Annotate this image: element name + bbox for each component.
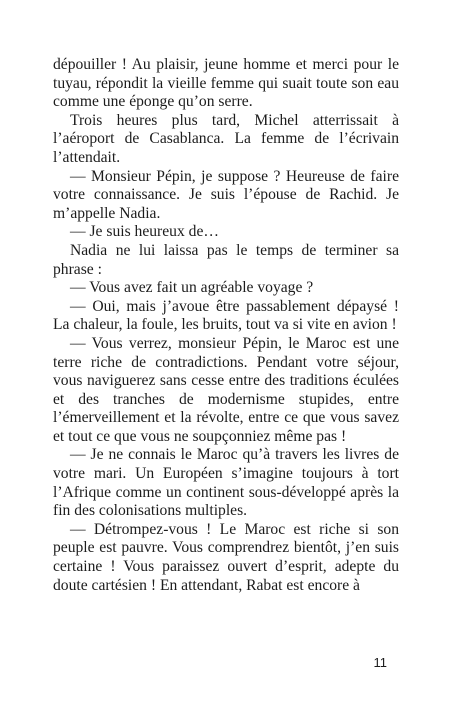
body-text bbox=[53, 56, 399, 595]
paragraph: — Détrompez-vous ! Le Maroc est riche si son peuple est pauvre. Vous comprendrez bientôt, j’en suis certaine ! Vous paraissez ouvert d’esprit, adepte du doute cartésien ! En attendant, Rabat est encore à bbox=[53, 520, 399, 594]
paragraph: — Monsieur Pépin, je suppose ? Heureuse de faire votre connaissance. Je suis l’épouse de Rachid. Je m’appelle Nadia. bbox=[53, 167, 399, 222]
paragraph: — Vous avez fait un agréable voyage ? bbox=[70, 279, 314, 297]
paragraph: dépouiller ! Au plaisir, jeune homme et merci pour le tuyau, répondit la vieille femme qui suait toute son eau comme une éponge qu’on serre. bbox=[53, 56, 399, 111]
paragraph: — Vous verrez, monsieur Pépin, le Maroc est une terre riche de contradictions. Pendant votre séjour, vous naviguerez sans cesse entre des traditions éculées et des tranches de modernisme stupides, entre l’émerveillement et la révolte, entre ce que vous savez et tout ce que vous ne soupçonniez même pas ! bbox=[53, 334, 399, 445]
paragraph: — Oui, mais j’avoue être passablement dépaysé ! La chaleur, la foule, les bruits, tout va si vite en avion ! bbox=[53, 297, 399, 334]
paragraph: Trois heures plus tard, Michel atterrissait à l’aéroport de Casablanca. La femme de l’écrivain l’attendait. bbox=[53, 111, 399, 166]
paragraph: Nadia ne lui laissa pas le temps de terminer sa phrase : bbox=[53, 241, 399, 278]
paragraph: — Je suis heureux de… bbox=[70, 223, 219, 241]
paragraph: — Je ne connais le Maroc qu’à travers les livres de votre mari. Un Européen s’imagine toujours à tort l’Afrique comme un continent sous-développé après la fin des colonisations multiples. bbox=[53, 446, 399, 520]
page-number: 11 bbox=[373, 655, 387, 670]
